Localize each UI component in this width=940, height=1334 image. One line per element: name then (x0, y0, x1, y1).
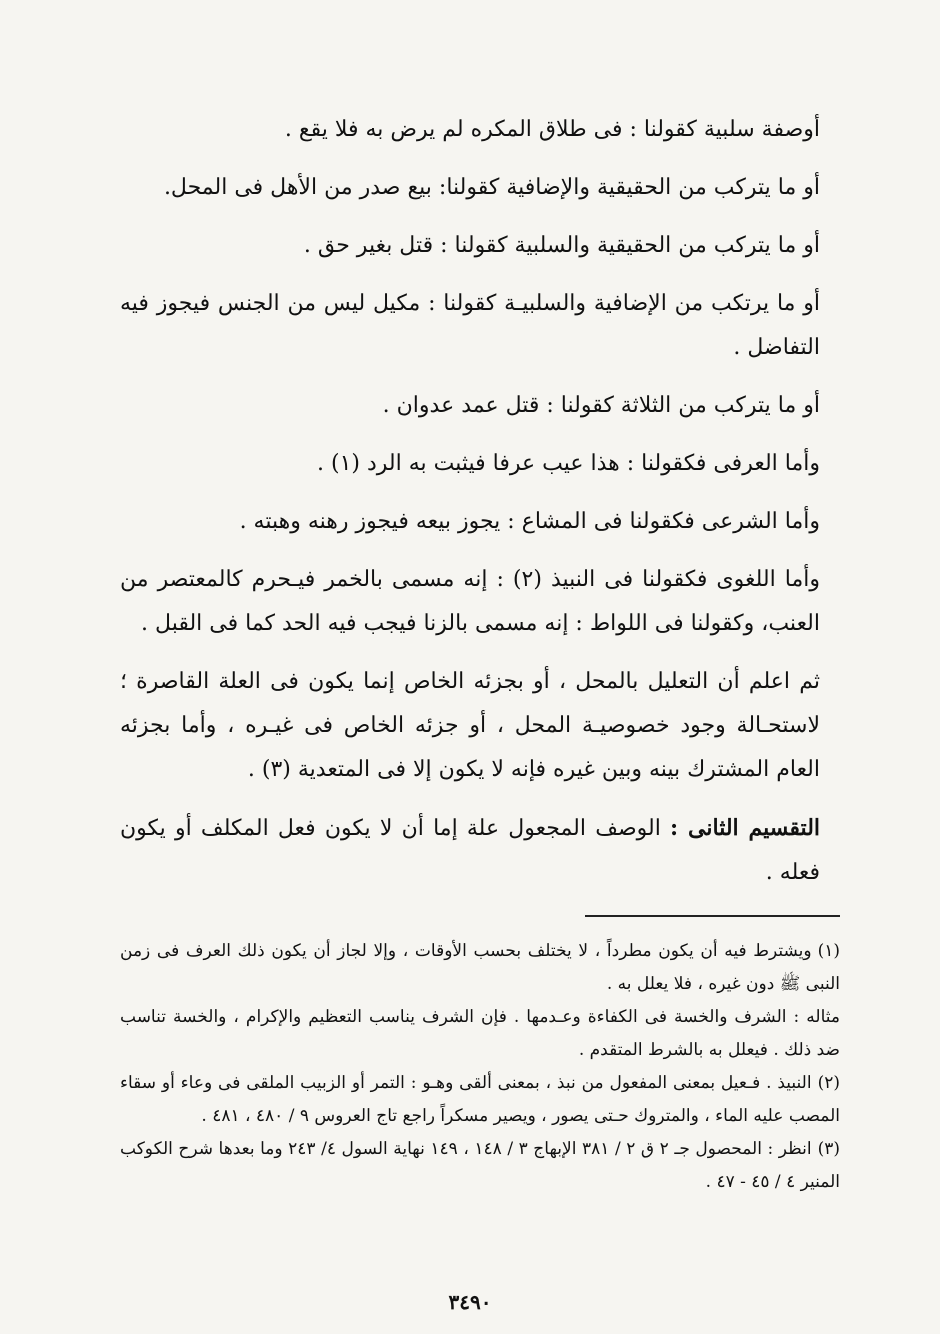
footnote-number: (٣) (817, 1139, 840, 1159)
footnote-2 (120, 1067, 840, 1133)
text-paragraph: وأما اللغوى فكقولنا فى النبيذ (٢) : إنه مسمى بالخمر فيـحرم كالمعتصر من العنب، وكقولنا فى اللواط : إنه مسمى بالزنا فيجب فيه الحد كما فى القبل . (120, 567, 820, 636)
text-line: أو ما يتركب من الحقيقية والإضافية كقولنا: بيع صدر من الأهل فى المحل. (163, 175, 820, 200)
text-paragraph: ثم اعلم أن التعليل بالمحل ، أو بجزئه الخاص إنما يكون فى العلة القاصرة ؛ لاستحـالة وجود خصوصيـة المحل ، أو جزئه الخاص فى غيـره ، وأما بجزئه العام المشترك بينه وبين غيره فإنه لا يكون إلا فى المتعدية (٣) . (120, 669, 820, 782)
text-line: وأما العرفى فكقولنا : هذا عيب عرفا فيثبت به الرد (١) . (316, 451, 820, 476)
main-text (120, 108, 820, 909)
footnote-number: (١) (817, 941, 840, 961)
section-paragraph (120, 806, 820, 895)
footnotes (120, 935, 840, 1199)
footnote-1 (120, 935, 840, 1001)
section-heading: التقسيم الثانى : (670, 815, 821, 841)
footnote-text: ويشترط فيه أن يكون مطرداً ، لا يختلف بحسب الأوقات ، وإلا لجاز أن يكون ذلك العرف فى زمن النبى ﷺ دون غيره ، فلا يعلل به . (120, 941, 840, 994)
footnote-number: (٢) (817, 1073, 840, 1093)
text-line: أو ما يتركب من الحقيقية والسلبية كقولنا : قتل بغير حق . (303, 233, 820, 258)
text-line: أو ما يتركب من الثلاثة كقولنا : قتل عمد عدوان . (382, 393, 820, 418)
section-text: الوصف المجعول علة إما أن لا يكون فعل المكلف أو يكون فعله . (120, 816, 820, 885)
footnote-text: انظر : المحصول جـ ٢ ق ٢ / ٣٨١ الإبهاج ٣ / ١٤٨ ، ١٤٩ نهاية السول ٤/ ٢٤٣ وما بعدها شرح الكوكب المنير ٤ / ٤٥ - ٤٧ . (120, 1139, 840, 1192)
page-number: ٣٤٩٠ (448, 1290, 492, 1314)
text-line: أوصفة سلبية كقولنا : فى طلاق المكره لم يرض به فلا يقع . (284, 117, 820, 142)
footnote-3 (120, 1133, 840, 1199)
footnote-divider (585, 915, 840, 917)
footnote-1-continued: مثاله : الشرف والخسة فى الكفاءة وعـدمها . فإن الشرف يناسب التعظيم والإكرام ، والخسة تناسب ضد ذلك . فيعلل به بالشرط المتقدم . (120, 1007, 840, 1060)
footnote-text: النبيذ . فـعيل بمعنى المفعول من نبذ ، بمعنى ألقى وهـو : التمر أو الزبيب الملقى فى وعاء أو سقاء المصب عليه الماء ، والمتروك حـتى يصور ، ويصير مسكراً راجع تاج العروس ٩ / ٤٨٠ ، ٤٨١ . (120, 1073, 840, 1126)
text-paragraph: أو ما يرتكب من الإضافية والسلبيـة كقولنا : مكيل ليس من الجنس فيجوز فيه التفاضل . (120, 291, 820, 360)
text-line: وأما الشرعى فكقولنا فى المشاع : يجوز بيعه فيجوز رهنه وهبته . (239, 509, 820, 534)
